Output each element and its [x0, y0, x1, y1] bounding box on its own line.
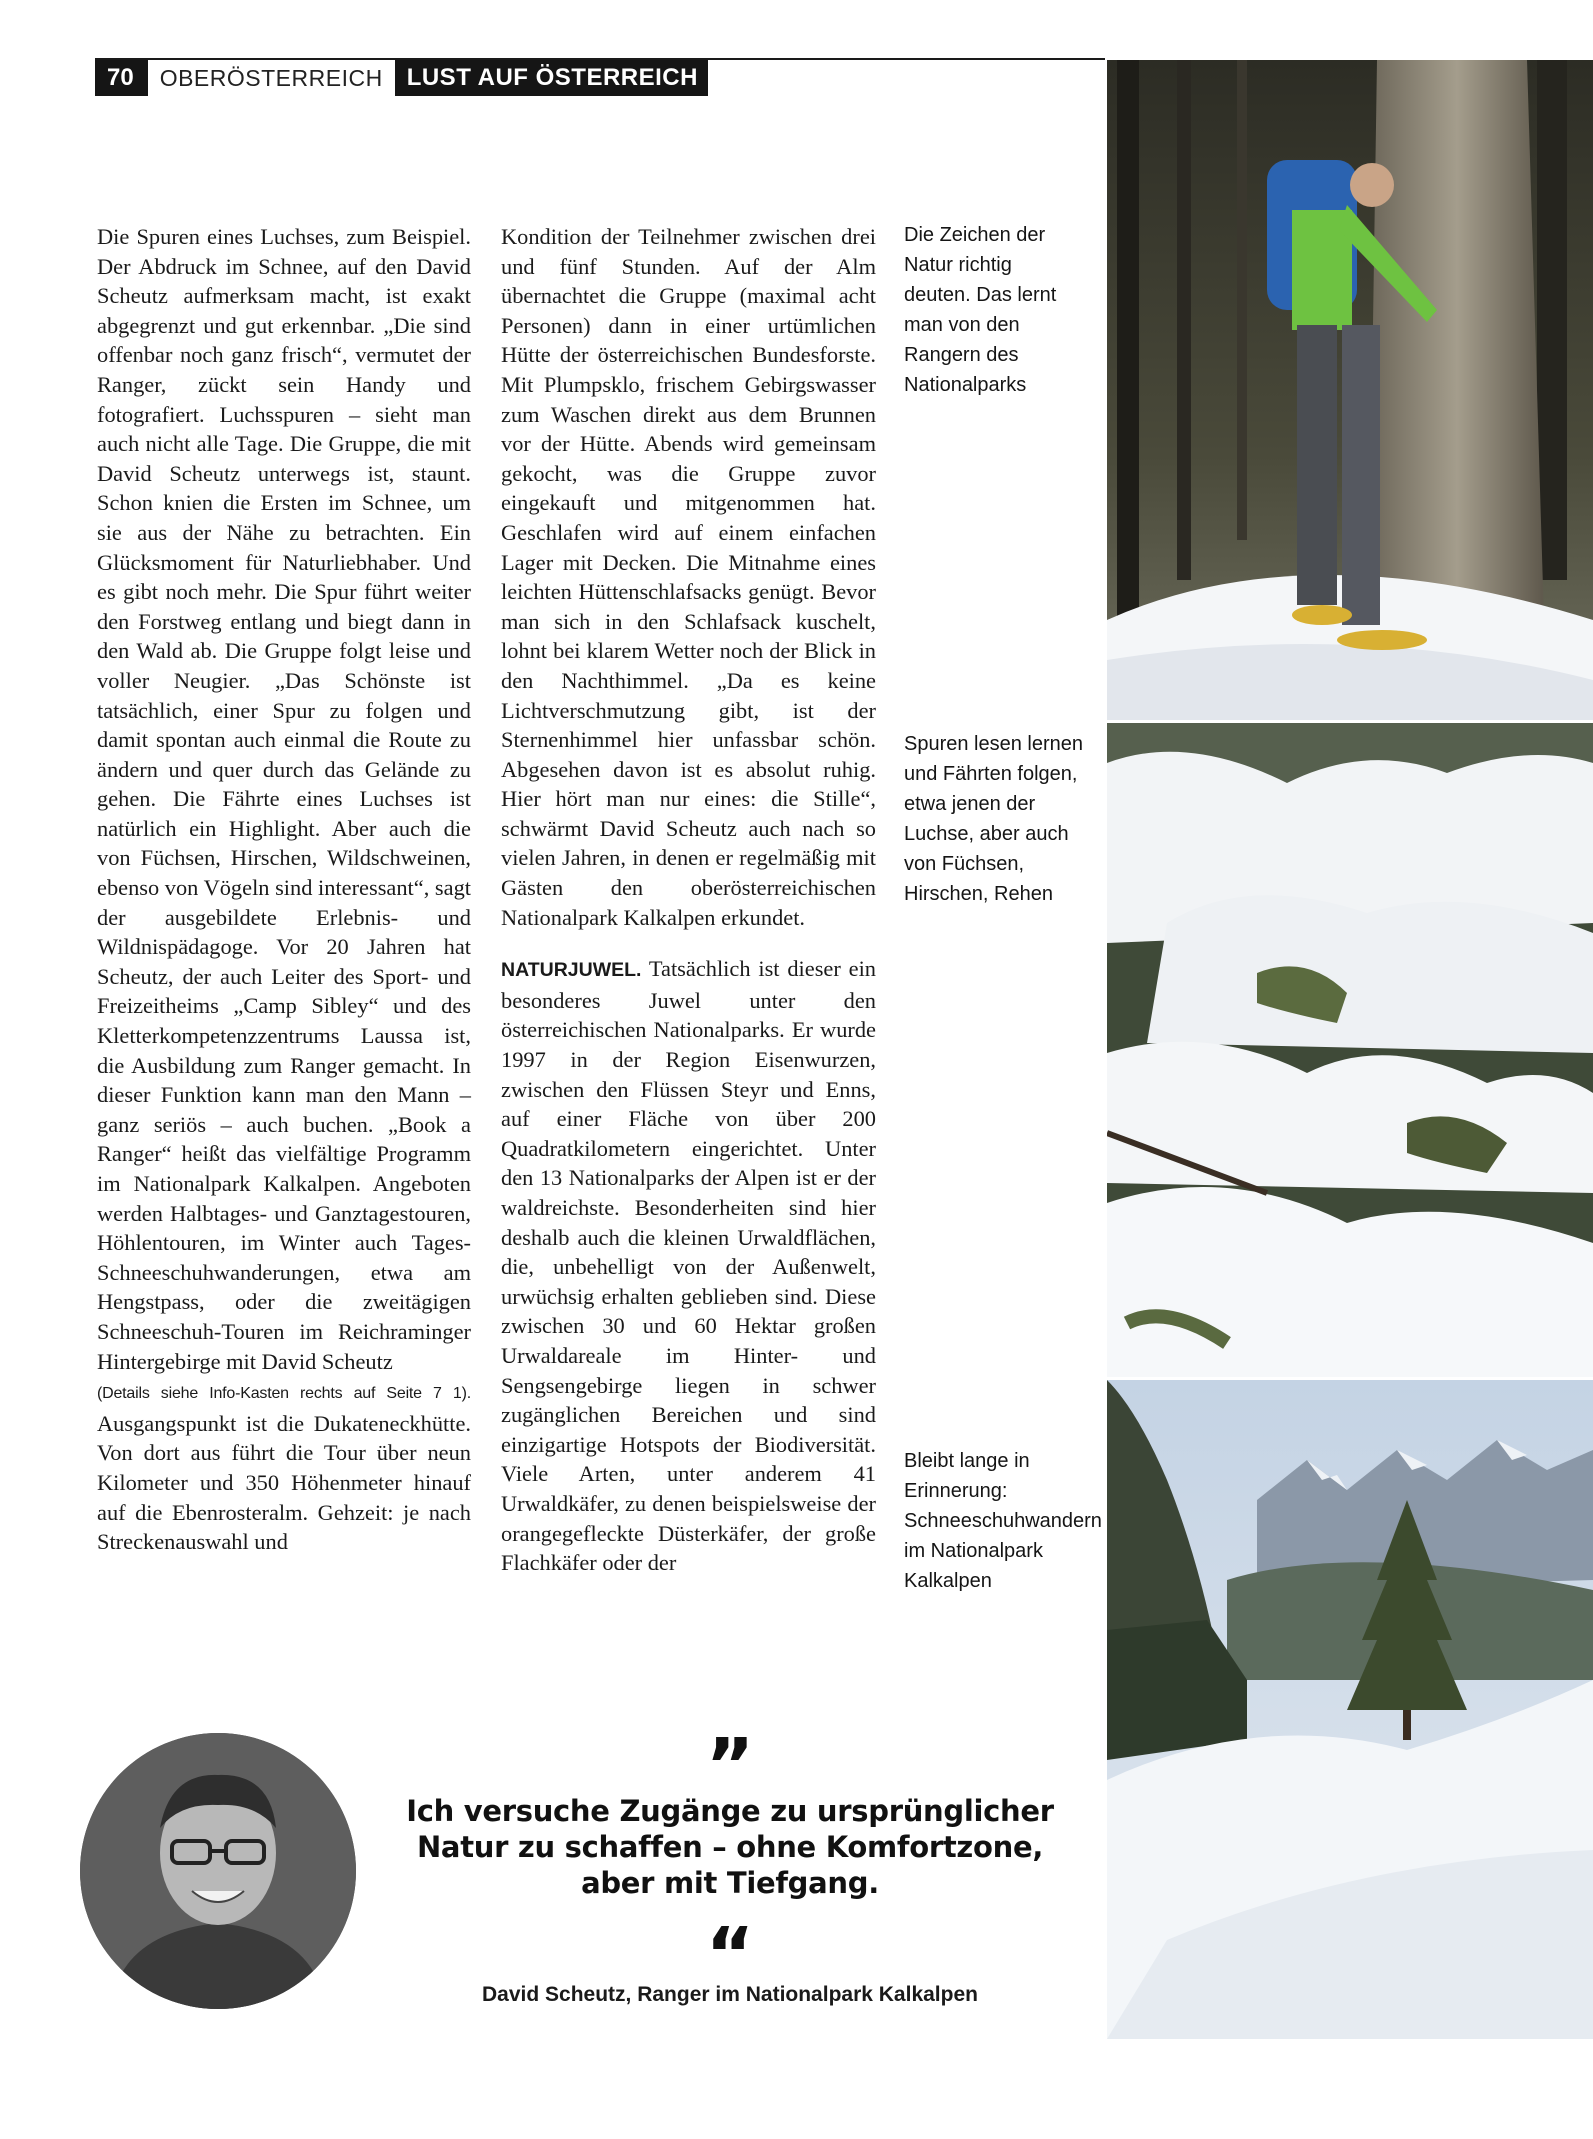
quote-open-icon: ” — [705, 1723, 755, 1809]
page-number: 70 — [95, 60, 148, 96]
mountain-landscape-photo — [1107, 1380, 1593, 2039]
column1-tail: Ausgangspunkt ist die Dukateneckhütte. Von dort aus führt die Tour über neun Kilometer und 350 Höhenmeter hinauf auf die Ebenrosteralm. Gehzeit: je nach Streckenauswahl und — [97, 1410, 471, 1555]
photo-caption-2: Spuren lesen lernen und Fährten folgen, etwa jenen der Luchse, aber auch von Füchsen, Hirschen, Rehen — [904, 733, 1084, 905]
author-portrait — [80, 1733, 356, 2009]
snowy-rocks-photo — [1107, 723, 1593, 1377]
pull-quote: Ich versuche Zugänge zu ursprünglicher Natur zu schaffen – ohne Komfortzone, aber mit Tiefgang. — [406, 1794, 1054, 1900]
section-kicker: NATURJUWEL. — [501, 959, 642, 982]
quote-author: David Scheutz, Ranger im Nationalpark Kalkalpen — [482, 1983, 978, 2006]
photo-caption-3: Bleibt lange in Erinnerung: Schneeschuhwandern im Nationalpark Kalkalpen — [904, 1450, 1102, 1592]
column2-body-2: Tatsächlich ist dieser ein besonderes Juwel unter den österreichischen Nationalparks. Er wurde 1997 in der Region Eisenwurzen, zwischen den Flüssen Steyr und Enns, auf einer Fläche von über 200 Quadratkilometern eingerichtet. Unter den 13 Nationalparks der Alpen ist er der waldreichste. Besonderheiten sind hier deshalb auch die kleinen Urwaldflächen, die, unbehelligt von der Außenwelt, urwüchsig erhalten geblieben sind. Diese zwischen 30 und 60 Hektar großen Urwaldareale im Hinter- und Sengsengebirge liegen in schwer zugänglichen Bereichen und sind einzigartige Hotspots der Biodiversität. Viele Arten, unter anderem 41 Urwaldkäfer, zu denen beispielsweise der orangegefleckte Düsterkäfer, der große Flachkäfer oder der — [501, 956, 876, 1576]
section-title: LUST AUF ÖSTERREICH — [395, 60, 708, 96]
info-box-note: (Details siehe Info-Kasten rechts auf Seite 7 1). — [97, 1385, 471, 1403]
ranger-forest-photo — [1107, 60, 1593, 720]
column2-body: Kondition der Teilnehmer zwischen drei und fünf Stunden. Auf der Alm übernachtet die Gruppe (maximal acht Personen) dann in einer urtümlichen Hütte der österreichischen Bundesforste. Mit Plumpsklo, frischem Gebirgswasser zum Waschen direkt aus dem Brunnen vor der Hütte. Abends wird gemeinsam gekocht, was die Gruppe zuvor eingekauft und mitgenommen hat. Geschlafen wird auf einem einfachen Lager mit Decken. Die Mitnahme eines leichten Hüttenschlafsacks genügt. Bevor man sich in den Schlafsack kuschelt, lohnt bei klarem Wetter noch der Blick in den Nachthimmel. „Da es keine Lichtverschmutzung gibt, ist der Sternenhimmel hier unfassbar schön. Abgesehen davon ist es absolut ruhig. Hier hört man nur eines: die Stille“, schwärmt David Scheutz auch nach so vielen Jahren, in denen er regelmäßig mit Gästen den oberösterreichischen Nationalpark Kalkalpen erkundet. — [501, 224, 876, 930]
region-label: OBERÖSTERREICH — [148, 60, 395, 96]
article-column-1 — [97, 222, 471, 1557]
page-header — [95, 60, 708, 96]
article-column-2 — [501, 222, 876, 1578]
column1-body: Die Spuren eines Luchses, zum Beispiel. Der Abdruck im Schnee, auf den David Scheutz aufmerksam macht, ist exakt abgegrenzt und gut erkennbar. „Die sind offenbar noch ganz frisch“, vermutet der Ranger, zückt sein Handy und fotografiert. Luchsspuren – sieht man auch nicht alle Tage. Die Gruppe, die mit David Scheutz unterwegs ist, staunt. Schon knien die Ersten im Schnee, um sie aus der Nähe zu betrachten. Ein Glücksmoment für Naturliebhaber. Und es gibt noch mehr. Die Spur führt weiter den Forstweg entlang und biegt dann in den Wald ab. Die Gruppe folgt leise und voller Neugier. „Das Schönste ist tatsächlich, einer Spur zu folgen und damit spontan auch einmal die Route zu ändern und quer durch das Gelände zu gehen. Die Fährte eines Luchses ist natürlich ein Highlight. Aber auch die von Füchsen, Hirschen, Wildschweinen, ebenso von Vögeln sind interessant“, sagt der ausgebildete Erlebnis- und Wildnispädagoge. Vor 20 Jahren hat Scheutz, der auch Leiter des Sport- und Freizeitheims „Camp Sibley“ und des Kletterkompetenzzentrums Laussa ist, die Ausbildung zum Ranger gemacht. In dieser Funktion kann man den Mann – ganz seriös – auch buchen. „Book a Ranger“ heißt das vielfältige Programm im Nationalpark Kalkalpen. Angeboten werden Halbtages- und Ganztagestouren, Höhlentouren, im Winter auch Tages-Schneeschuhwanderungen, etwa am Hengstpass, oder die zweitägigen Schneeschuh-Touren im Reichraminger Hintergebirge mit David Scheutz — [97, 224, 471, 1374]
quote-close-icon: “ — [705, 1912, 755, 1998]
photo-caption-1: Die Zeichen der Natur richtig deuten. Das lernt man von den Rangern des Nationalparks — [904, 224, 1057, 396]
